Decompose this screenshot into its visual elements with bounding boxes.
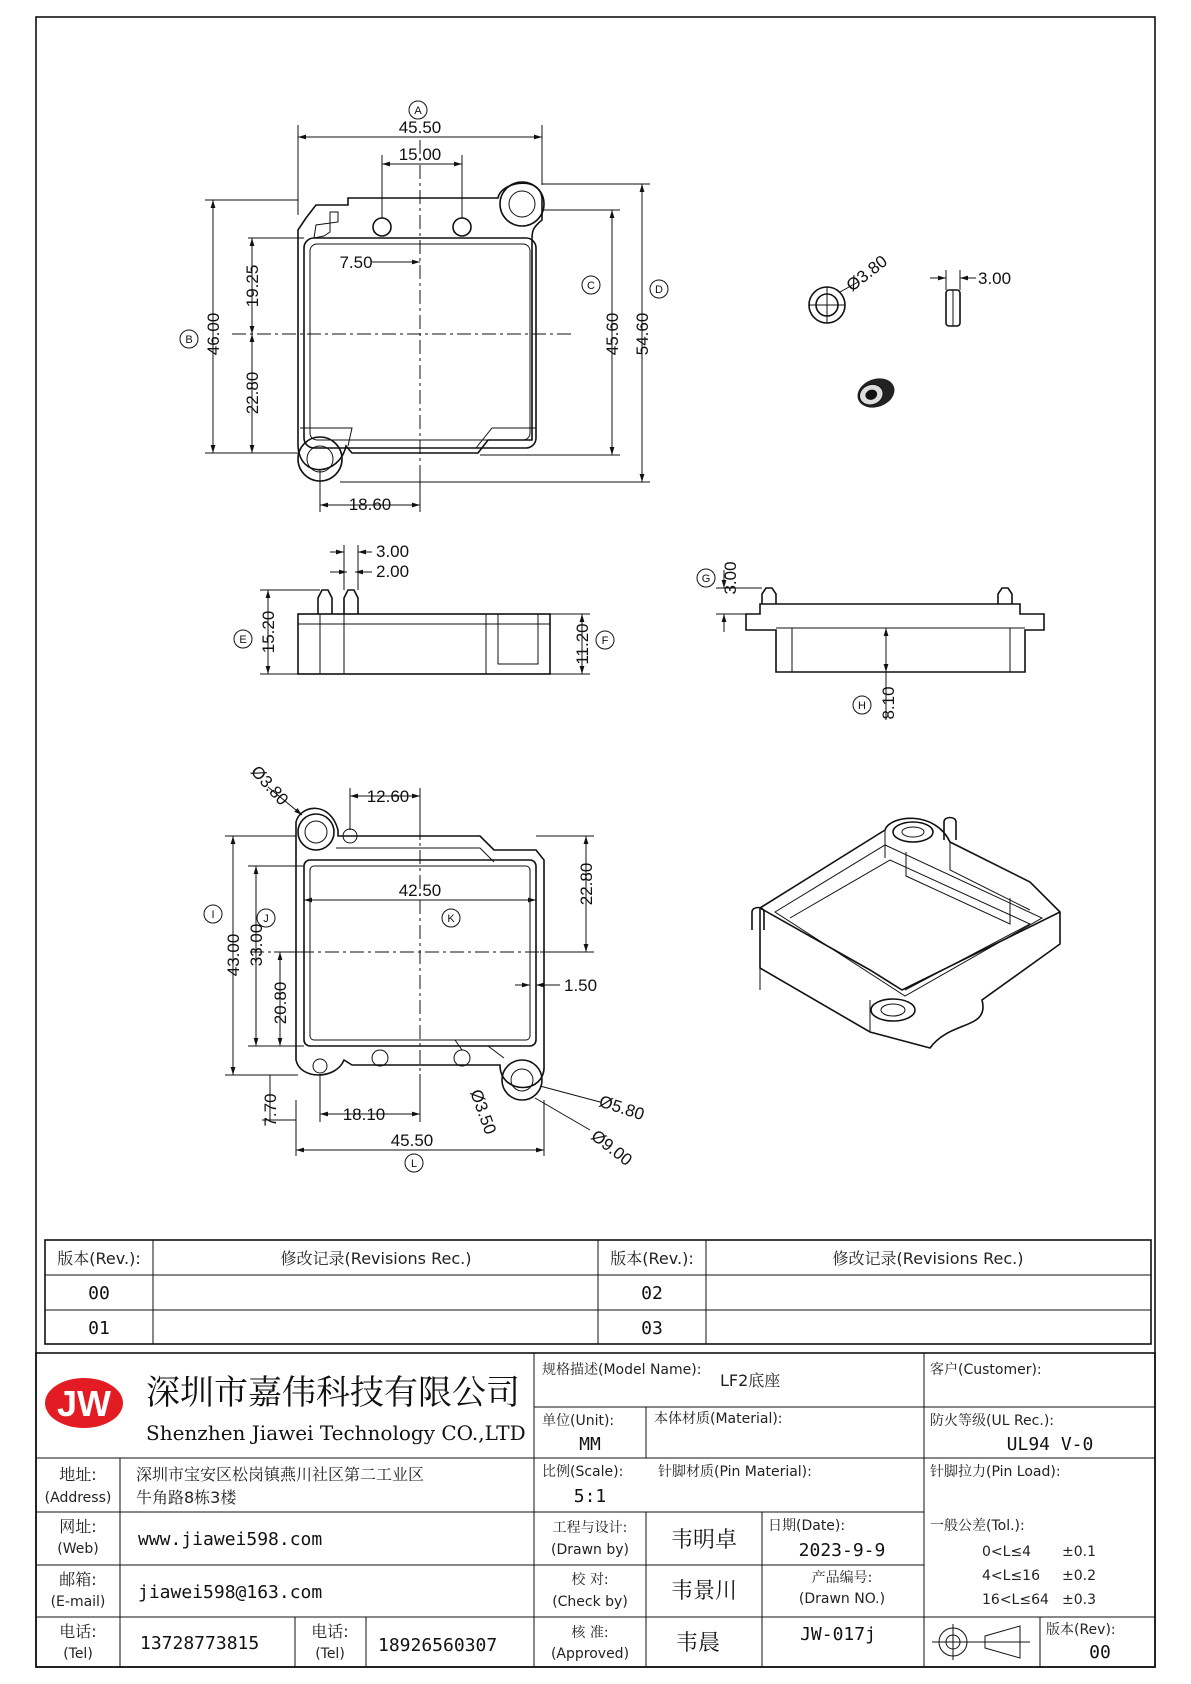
balloon-c <box>582 276 600 294</box>
rec-header-left: 修改记录(Revisions Rec.) <box>280 1249 472 1268</box>
drawn-no-label-en: (Drawn NO.) <box>798 1591 886 1607</box>
tol-label: 一般公差(Tol.): <box>930 1518 1025 1534</box>
pin-material-label: 针脚材质(Pin Material): <box>658 1464 812 1480</box>
check-label: 校 对: <box>571 1572 609 1588</box>
bottom-dim-d2: Ø5.80 <box>596 1091 647 1125</box>
ul-label: 防火等级(UL Rec.): <box>930 1413 1054 1429</box>
tol-value-1: ±0.2 <box>1062 1568 1096 1584</box>
balloon-e <box>234 630 252 648</box>
tol-value-0: ±0.1 <box>1062 1544 1096 1560</box>
unit-label: 单位(Unit): <box>542 1413 615 1429</box>
rev-row-02: 02 <box>641 1283 663 1304</box>
bottom-dim-width: 45.50 <box>390 1131 434 1150</box>
tol-value-2: ±0.3 <box>1062 1592 1096 1608</box>
address-label: 地址: <box>59 1465 97 1484</box>
top-dim-upper: 19.25 <box>243 264 262 308</box>
balloon-k <box>442 909 460 927</box>
bottom-dim-inner-w: 42.50 <box>398 881 442 900</box>
tel1-value: 13728773815 <box>140 1633 260 1654</box>
drawn-no-label: 产品编号: <box>811 1570 873 1586</box>
ul-value: UL94 V-0 <box>1006 1434 1094 1455</box>
balloon-l <box>405 1154 423 1172</box>
balloon-b <box>180 330 198 348</box>
svg-text:B: B <box>185 334 193 346</box>
balloon-i <box>204 905 222 923</box>
bottom-dim-total: 43.00 <box>224 933 243 977</box>
svg-text:L: L <box>410 1158 418 1170</box>
email-value: jiawei598@163.com <box>138 1582 323 1603</box>
approved-label-en: (Approved) <box>550 1646 630 1662</box>
date-value: 2023-9-9 <box>798 1540 886 1561</box>
top-dim-inner-h: 45.60 <box>603 312 622 356</box>
pin-dim-width: 3.00 <box>978 269 1012 288</box>
bottom-dim-d1: Ø3.50 <box>466 1086 500 1137</box>
email-label-en: (E-mail) <box>50 1594 106 1610</box>
bottom-dim-wall: 1.50 <box>564 976 598 995</box>
projection-symbol-icon <box>932 1624 1030 1660</box>
rev-header-left: 版本(Rev.): <box>57 1249 141 1268</box>
side-dim-pin-b: 2.00 <box>376 562 410 581</box>
svg-text:C: C <box>587 280 595 292</box>
tel2-label: 电话: <box>311 1622 349 1641</box>
pin-detail <box>809 252 1011 413</box>
web-label-en: (Web) <box>57 1541 99 1557</box>
rev-header-right: 版本(Rev.): <box>610 1249 694 1268</box>
svg-text:A: A <box>414 105 422 117</box>
drawn-no-value: JW-017j <box>800 1624 876 1645</box>
svg-text:F: F <box>601 635 609 647</box>
revision-table <box>45 1240 1151 1344</box>
side-dim-pin-a: 3.00 <box>376 542 410 561</box>
svg-text:K: K <box>447 913 455 925</box>
drawn-label-en: (Drawn by) <box>551 1542 629 1558</box>
rev-label: 版本(Rev): <box>1046 1622 1116 1638</box>
top-dim-pin-offset: 7.50 <box>339 253 373 272</box>
company-name-en: Shenzhen Jiawei Technology CO.,LTD <box>146 1421 526 1445</box>
pin-load-label: 针脚拉力(Pin Load): <box>930 1464 1061 1480</box>
unit-value: MM <box>579 1434 601 1455</box>
side-dim-height: 15.20 <box>259 610 278 654</box>
rev-value: 00 <box>1089 1642 1111 1663</box>
balloon-a <box>409 101 427 119</box>
front-dim-pin-h: 3.00 <box>721 561 740 595</box>
top-view <box>180 101 668 514</box>
tol-range-1: 4<L≤16 <box>982 1568 1040 1584</box>
web-label: 网址: <box>59 1517 97 1536</box>
tol-range-0: 0<L≤4 <box>982 1544 1032 1560</box>
isometric-view <box>752 818 1060 1049</box>
balloon-j <box>257 909 275 927</box>
rev-row-03: 03 <box>641 1318 663 1339</box>
customer-label: 客户(Customer): <box>930 1362 1042 1378</box>
tel2-label-en: (Tel) <box>315 1646 345 1662</box>
svg-text:G: G <box>701 573 711 585</box>
address-line1: 深圳市宝安区松岗镇燕川社区第二工业区 <box>136 1465 425 1484</box>
title-block <box>36 1353 1155 1667</box>
address-line2: 牛角路8栋3楼 <box>136 1488 237 1507</box>
front-dim-base-h: 8.10 <box>879 686 898 720</box>
bottom-view <box>204 762 647 1172</box>
top-dim-hole-x: 18.60 <box>348 495 392 514</box>
top-dim-total-h: 46.00 <box>204 312 223 356</box>
drawn-by: 韦明卓 <box>670 1528 738 1553</box>
rev-row-00: 00 <box>88 1283 110 1304</box>
rev-row-01: 01 <box>88 1318 110 1339</box>
check-by: 韦景川 <box>670 1579 738 1604</box>
company-logo <box>45 1378 123 1428</box>
company-name-cn: 深圳市嘉伟科技有限公司 <box>146 1373 520 1413</box>
approved-label: 核 准: <box>571 1625 609 1641</box>
material-label: 本体材质(Material): <box>654 1411 783 1427</box>
check-label-en: (Check by) <box>552 1594 628 1610</box>
bottom-dim-mid: 33.00 <box>247 923 266 967</box>
tel-label: 电话: <box>59 1622 97 1641</box>
pin-dim-hole: Ø3.80 <box>842 251 891 296</box>
svg-text:E: E <box>239 634 247 646</box>
top-dim-outer-h: 54.60 <box>633 312 652 356</box>
svg-text:I: I <box>211 909 215 921</box>
tel2-value: 18926560307 <box>378 1635 498 1656</box>
address-label-en: (Address) <box>44 1490 112 1506</box>
bottom-dim-right: 22.80 <box>577 862 596 906</box>
scale-value: 5:1 <box>573 1486 607 1507</box>
rec-header-right: 修改记录(Revisions Rec.) <box>832 1249 1024 1268</box>
top-dim-pin-spacing: 15.00 <box>398 145 442 164</box>
side-dim-body: 11.20 <box>573 623 592 665</box>
svg-text:J: J <box>263 913 269 925</box>
date-label: 日期(Date): <box>768 1518 846 1534</box>
bottom-dim-hole-x: 18.10 <box>342 1105 386 1124</box>
email-label: 邮箱: <box>59 1570 97 1589</box>
bottom-dim-x1: 12.60 <box>366 787 410 806</box>
bottom-dim-hole: Ø3.80 <box>247 761 293 810</box>
bottom-dim-lower: 20.80 <box>271 981 290 1025</box>
tol-range-2: 16<L≤64 <box>982 1592 1049 1608</box>
logo-text: JW <box>57 1383 111 1424</box>
front-view <box>697 561 1044 720</box>
balloon-f <box>596 631 614 649</box>
bottom-dim-d3: Ø9.00 <box>587 1126 636 1170</box>
top-dim-width: 45.50 <box>398 118 442 137</box>
model-value: LF2底座 <box>720 1371 781 1390</box>
svg-text:H: H <box>858 700 866 712</box>
scale-label: 比例(Scale): <box>542 1464 624 1480</box>
balloon-g <box>697 569 715 587</box>
side-view <box>234 542 614 674</box>
tel-label-en: (Tel) <box>63 1646 93 1662</box>
top-dim-lower: 22.80 <box>243 371 262 415</box>
approved-by: 韦晨 <box>675 1631 721 1656</box>
drawn-label: 工程与设计: <box>552 1520 628 1536</box>
web-value: www.jiawei598.com <box>138 1529 323 1550</box>
bottom-dim-bottom: 7.70 <box>261 1093 280 1127</box>
model-label: 规格描述(Model Name): <box>542 1362 702 1378</box>
balloon-h <box>853 696 871 714</box>
balloon-d <box>650 280 668 298</box>
svg-text:D: D <box>655 284 663 296</box>
